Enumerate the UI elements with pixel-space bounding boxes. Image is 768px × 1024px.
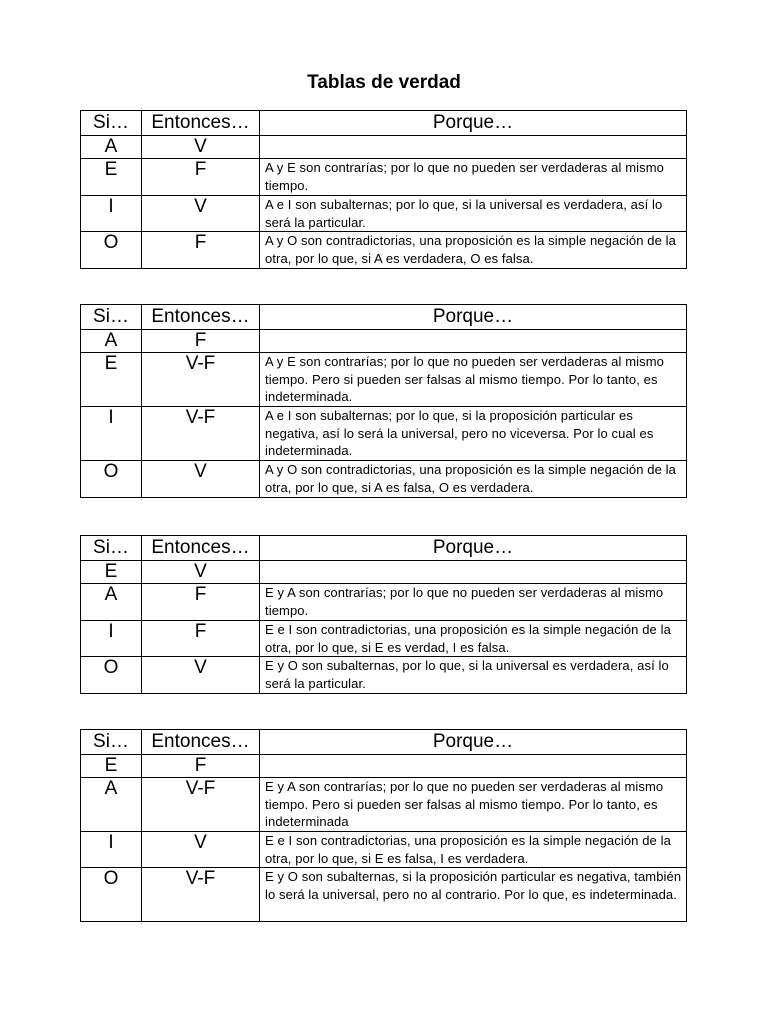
table-row [81,330,687,353]
cell-entonces: F [142,755,260,778]
table-row [81,196,687,232]
cell-entonces: V [142,832,260,868]
cell-entonces: V-F [142,353,260,407]
truth-table-3 [80,535,687,694]
cell-si: E [81,353,142,407]
table-row [81,353,687,407]
header-entonces: Entonces… [142,730,260,755]
cell-entonces: V [142,657,260,694]
table-header-row [81,305,687,330]
header-porque: Porque… [260,111,687,136]
cell-entonces: V-F [142,407,260,461]
table-row [81,621,687,657]
truth-table-1 [80,110,687,269]
table-header-row [81,536,687,561]
table-row [81,778,687,832]
header-entonces: Entonces… [142,305,260,330]
cell-entonces: F [142,621,260,657]
cell-porque: E y O son subalternas, si la proposición particular es negativa, también lo será la universal, pero no al contrario. Por lo que, es indeterminada. [260,868,687,922]
cell-si: O [81,657,142,694]
cell-porque: E y A son contrarías; por lo que no pueden ser verdaderas al mismo tiempo. [260,584,687,621]
cell-si: A [81,778,142,832]
cell-porque: E e I son contradictorias, una proposición es la simple negación de la otra, por lo que, si E es verdad, I es falsa. [260,621,687,657]
cell-si: O [81,868,142,922]
header-si: Si… [81,536,142,561]
cell-entonces: F [142,232,260,269]
table-row [81,832,687,868]
cell-porque [260,755,687,778]
cell-porque: A y E son contrarías; por lo que no pueden ser verdaderas al mismo tiempo. [260,159,687,196]
header-porque: Porque… [260,730,687,755]
cell-entonces: V [142,461,260,498]
table-row [81,584,687,621]
cell-porque: E e I son contradictorias, una proposición es la simple negación de la otra, por lo que, si E es falsa, I es verdadera. [260,832,687,868]
cell-si: A [81,584,142,621]
cell-si: I [81,407,142,461]
header-porque: Porque… [260,536,687,561]
header-porque: Porque… [260,305,687,330]
cell-si: I [81,196,142,232]
cell-porque [260,136,687,159]
header-entonces: Entonces… [142,111,260,136]
page-title: Tablas de verdad [307,72,461,93]
cell-si: A [81,136,142,159]
header-si: Si… [81,305,142,330]
cell-porque: A e I son subalternas; por lo que, si la universal es verdadera, así lo será la particular. [260,196,687,232]
cell-entonces: F [142,330,260,353]
table-row [81,232,687,269]
cell-entonces: F [142,584,260,621]
table-row [81,407,687,461]
cell-porque: E y A son contrarías; por lo que no pueden ser verdaderas al mismo tiempo. Pero si pueden ser falsas al mismo tiempo. Por lo tanto, es indeterminada [260,778,687,832]
cell-porque: A e I son subalternas; por lo que, si la proposición particular es negativa, así lo será la universal, pero no viceversa. Por lo cual es indeterminada. [260,407,687,461]
cell-si: I [81,832,142,868]
table-header-row [81,111,687,136]
table-header-row [81,730,687,755]
truth-table-4 [80,729,687,922]
header-entonces: Entonces… [142,536,260,561]
cell-porque: A y E son contrarías; por lo que no pueden ser verdaderas al mismo tiempo. Pero si pueden ser falsas al mismo tiempo. Por lo tanto, es indeterminada. [260,353,687,407]
truth-table-2 [80,304,687,498]
cell-porque [260,330,687,353]
cell-porque [260,561,687,584]
table-row [81,561,687,584]
cell-si: E [81,561,142,584]
cell-porque: E y O son subalternas, por lo que, si la universal es verdadera, así lo será la particular. [260,657,687,694]
header-si: Si… [81,730,142,755]
cell-si: O [81,232,142,269]
cell-si: I [81,621,142,657]
cell-entonces: V [142,196,260,232]
cell-entonces: V [142,561,260,584]
table-row [81,136,687,159]
cell-si: O [81,461,142,498]
cell-porque: A y O son contradictorias, una proposición es la simple negación de la otra, por lo que, si A es falsa, O es verdadera. [260,461,687,498]
cell-entonces: V-F [142,778,260,832]
cell-entonces: V-F [142,868,260,922]
cell-si: E [81,755,142,778]
cell-entonces: F [142,159,260,196]
table-row [81,868,687,922]
header-si: Si… [81,111,142,136]
table-row [81,461,687,498]
table-row [81,159,687,196]
cell-si: A [81,330,142,353]
cell-si: E [81,159,142,196]
table-row [81,657,687,694]
cell-entonces: V [142,136,260,159]
table-row [81,755,687,778]
cell-porque: A y O son contradictorias, una proposición es la simple negación de la otra, por lo que, si A es verdadera, O es falsa. [260,232,687,269]
